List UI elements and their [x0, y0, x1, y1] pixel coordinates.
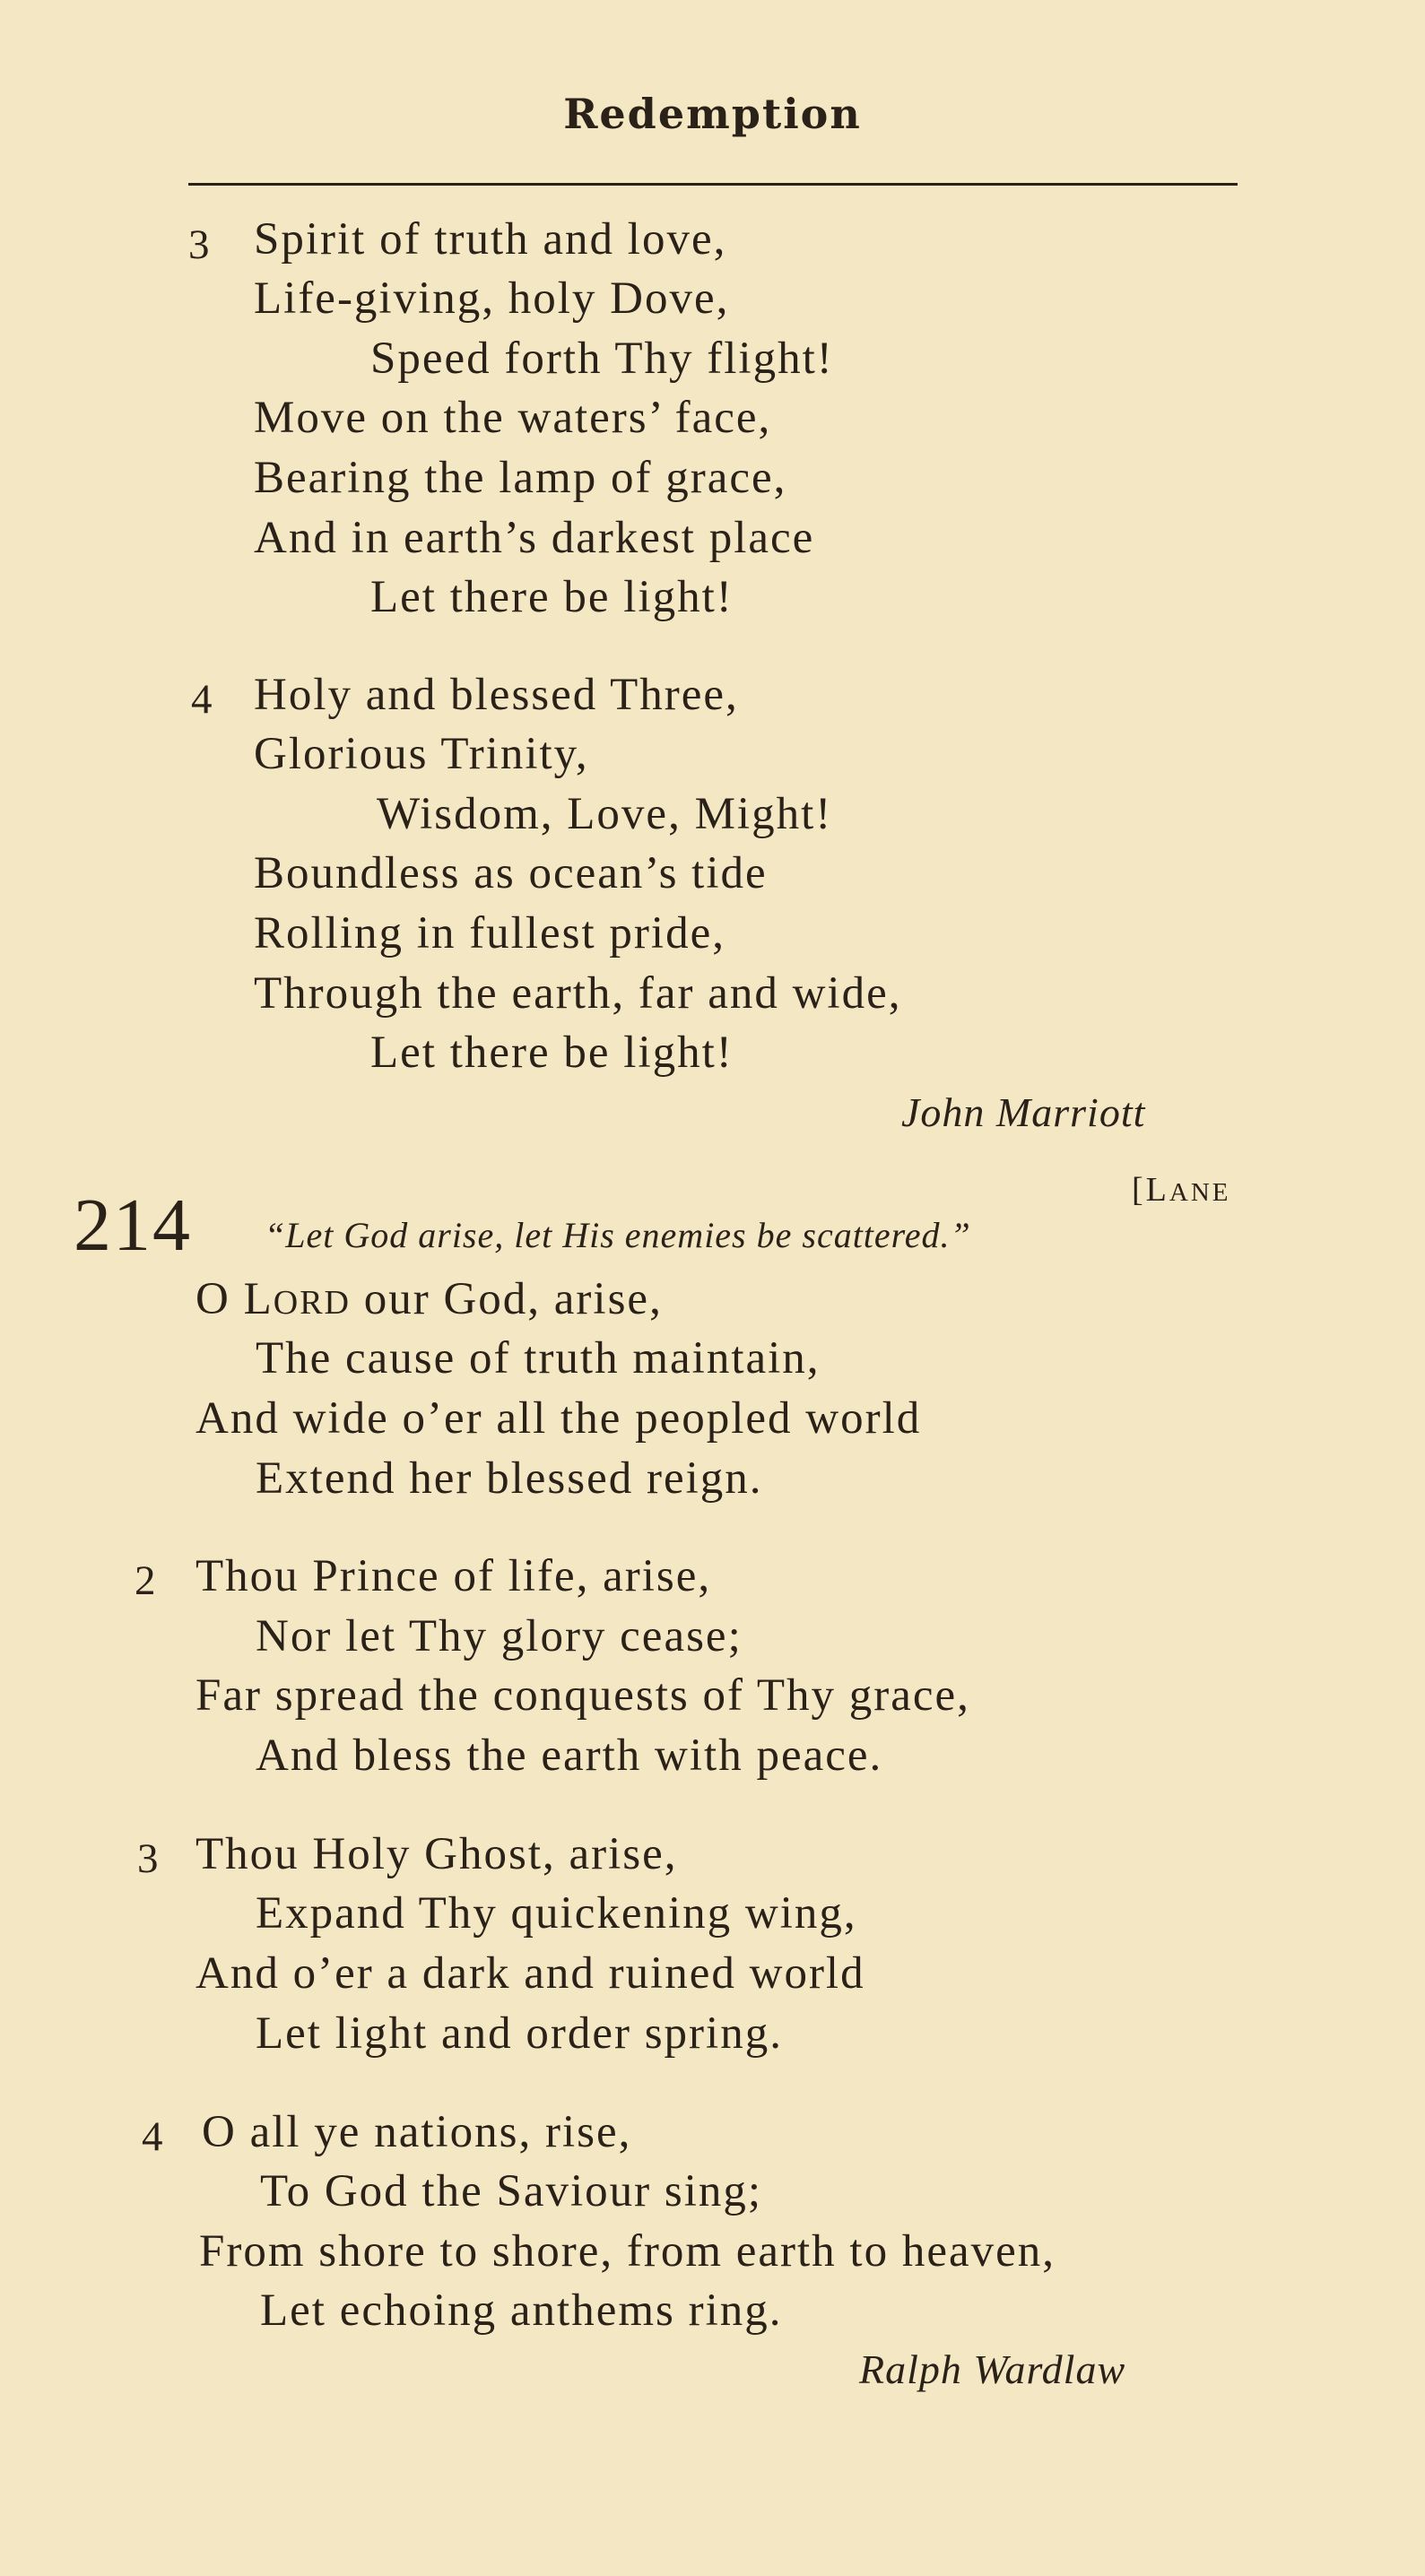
verse-line: Life-giving, holy Dove, — [254, 273, 730, 324]
verse-line: And bless the earth with peace. — [256, 1730, 883, 1781]
verse-line: And wide o’er all the peopled world — [196, 1393, 922, 1444]
verse-line: Let there be light! — [370, 1028, 734, 1078]
stanza-number: 3 — [137, 1835, 159, 1882]
verse-line: Rolling in fullest pride, — [254, 908, 726, 958]
stanza-number: 2 — [135, 1557, 156, 1604]
verse-line: Nor let Thy glory cease; — [256, 1611, 743, 1661]
stanza-number: 4 — [191, 676, 213, 723]
author-attribution: John Marriott — [901, 1089, 1146, 1135]
tune-name: [LANE — [1132, 1171, 1231, 1209]
stanza-number: 3 — [188, 221, 210, 268]
verse-line: Expand Thy quickening wing, — [256, 1888, 857, 1939]
verse-line: Thou Prince of life, arise, — [196, 1551, 712, 1601]
hymn-number: 214 — [74, 1184, 192, 1267]
verse-line: Through the earth, far and wide, — [254, 968, 902, 1019]
verse-line: And in earth’s darkest place — [254, 513, 815, 563]
verse-line: O all ye nations, rise, — [202, 2107, 632, 2157]
verse-line: And o’er a dark and ruined world — [196, 1948, 865, 1999]
verse-line: From shore to shore, from earth to heaven, — [199, 2226, 1056, 2277]
verse-line: Speed forth Thy flight! — [370, 334, 834, 384]
verse-line: O LORD our God, arise, — [196, 1274, 663, 1324]
verse-line: Let there be light! — [370, 572, 734, 622]
verse-line: Boundless as ocean’s tide — [254, 848, 768, 898]
verse-line: Spirit of truth and love, — [254, 214, 727, 265]
header-rule — [188, 183, 1238, 186]
verse-line: Bearing the lamp of grace, — [254, 453, 787, 503]
running-head: Redemption — [563, 90, 862, 138]
verse-line: Move on the waters’ face, — [254, 393, 772, 443]
verse-line: Far spread the conquests of Thy grace, — [196, 1670, 970, 1721]
verse-line: The cause of truth maintain, — [256, 1333, 821, 1383]
scripture-epigraph: “Let God arise, let His enemies be scattered.” — [265, 1215, 971, 1255]
verse-line: Thou Holy Ghost, arise, — [196, 1829, 678, 1879]
stanza-number: 4 — [142, 2113, 163, 2160]
verse-line: Glorious Trinity, — [254, 729, 589, 779]
verse-line: Wisdom, Love, Might! — [377, 789, 833, 839]
verse-line: To God the Saviour sing; — [260, 2166, 763, 2216]
verse-line: Let light and order spring. — [256, 2008, 783, 2059]
author-attribution: Ralph Wardlaw — [859, 2346, 1126, 2392]
verse-line: Holy and blessed Three, — [254, 670, 739, 720]
verse-line: Let echoing anthems ring. — [260, 2285, 783, 2336]
verse-line: Extend her blessed reign. — [256, 1453, 763, 1504]
